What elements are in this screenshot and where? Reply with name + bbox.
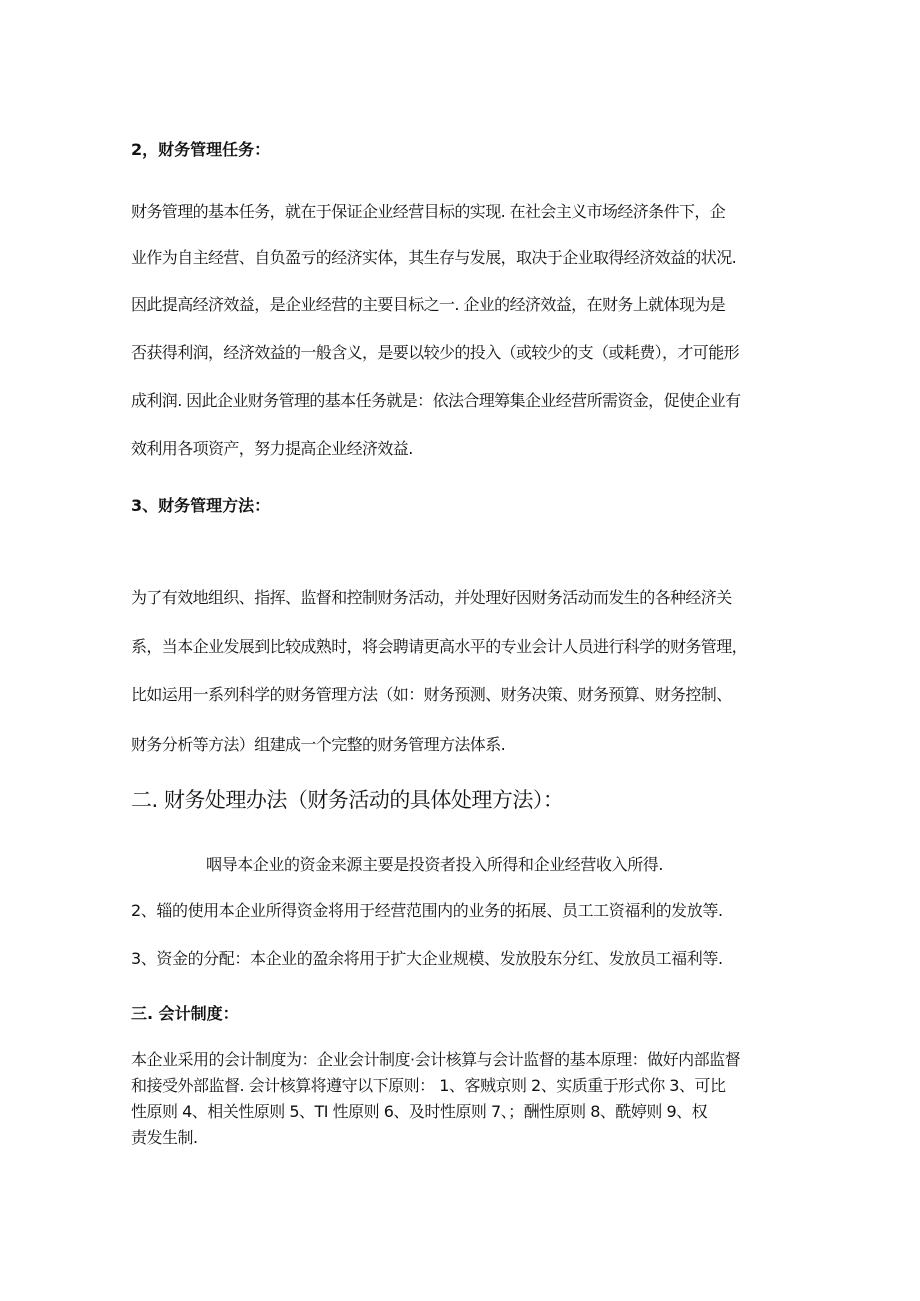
section3-line: 性原则 4、相关性原则 5、TI 性原则 6、及时性原则 7、；酬性原则 8、酰婷则 9、权 — [131, 1102, 708, 1121]
method-line: 系，当本企业发展到比较成熟时，将会聘请更高水平的专业会计人员进行科学的财务管理， — [131, 637, 748, 656]
section3-line: 责发生制. — [131, 1128, 198, 1147]
task-line: 因此提高经济效益，是企业经营的主要目标之一. 企业的经济效益，在财务上就体现为是 — [131, 295, 726, 314]
section2-item: 3、资金的分配：本企业的盈余将用于扩大企业规模、发放股东分红、发放员工福利等. — [131, 949, 723, 968]
section2-item: 咽导本企业的资金来源主要是投资者投入所得和企业经营收入所得. — [206, 855, 664, 874]
method-line: 为了有效地组织、指挥、监督和控制财务活动，并处理好因财务活动而发生的各种经济关 — [131, 588, 732, 607]
section2-heading: 二. 财务处理办法（财务活动的具体处理方法）： — [131, 788, 564, 812]
task-line: 成利润. 因此企业财务管理的基本任务就是：依法合理筹集企业经营所需资金，促使企业有 — [131, 391, 741, 410]
section2-item: 2、辎的使用本企业所得资金将用于经营范围内的业务的拓展、员工工资福利的发放等. — [131, 901, 723, 920]
method-line: 比如运用一系列科学的财务管理方法（如：财务预测、财务决策、财务预算、财务控制、 — [131, 685, 732, 704]
method-line: 财务分析等方法）组建成一个完整的财务管理方法体系. — [131, 735, 506, 754]
task-line: 否获得利润，经济效益的一般含义，是要以较少的投入（或较少的支（或耗费），才可能形 — [131, 343, 740, 362]
section3-line: 和接受外部监督. 会计核算将遵守以下原则： 1、客贼京则 2、实质重于形式你 3、可比 — [131, 1076, 726, 1095]
method-heading: 3、财务管理方法： — [131, 496, 271, 515]
section3-heading: 三. 会计制度： — [131, 1004, 239, 1023]
task-line: 业作为自主经营、自负盈亏的经济实体，其生存与发展，取决于企业取得经济效益的状况. — [131, 248, 737, 267]
task-line: 效利用各项资产，努力提高企业经济效益. — [131, 439, 413, 458]
task-line: 财务管理的基本任务，就在于保证企业经营目标的实现. 在社会主义市场经济条件下，企 — [131, 202, 726, 221]
section3-line: 本企业采用的会计制度为：企业会计制度·会计核算与会计监督的基本原理：做好内部监督 — [131, 1050, 741, 1069]
task-heading: 2，财务管理任务： — [131, 140, 271, 159]
